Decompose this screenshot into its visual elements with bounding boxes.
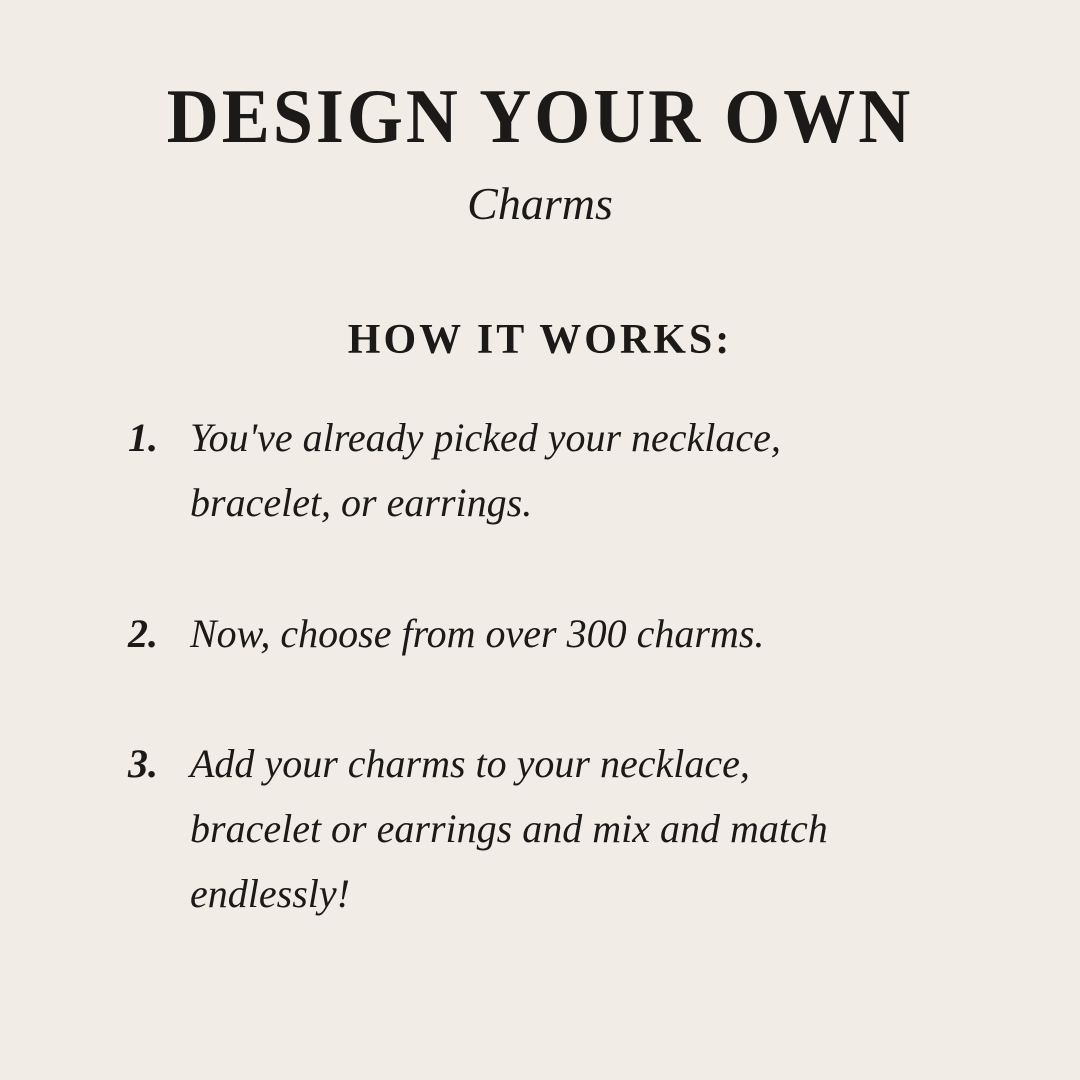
step-text-line: bracelet, or earrings. bbox=[190, 479, 533, 525]
page-subtitle: Charms bbox=[467, 178, 613, 229]
step-item-3 bbox=[128, 732, 938, 926]
step-text-line: Add your charms to your necklace, bbox=[190, 741, 750, 787]
step-text bbox=[190, 406, 938, 536]
step-item-1 bbox=[128, 406, 938, 536]
step-text bbox=[190, 602, 938, 667]
step-text-line: endlessly! bbox=[190, 870, 350, 916]
step-text-line: You've already picked your necklace, bbox=[190, 415, 781, 460]
step-number: 3. bbox=[128, 741, 158, 787]
step-number: 1. bbox=[128, 415, 158, 460]
step-item-2 bbox=[128, 602, 938, 667]
page-title: DESIGN YOUR OWN bbox=[166, 73, 914, 160]
step-text-line: Now, choose from over 300 charms. bbox=[190, 610, 765, 656]
step-number: 2. bbox=[128, 610, 158, 656]
steps-list bbox=[128, 406, 938, 927]
how-it-works-heading: HOW IT WORKS: bbox=[347, 317, 733, 363]
step-text bbox=[190, 732, 938, 926]
step-text-line: bracelet or earrings and mix and match bbox=[190, 806, 828, 852]
